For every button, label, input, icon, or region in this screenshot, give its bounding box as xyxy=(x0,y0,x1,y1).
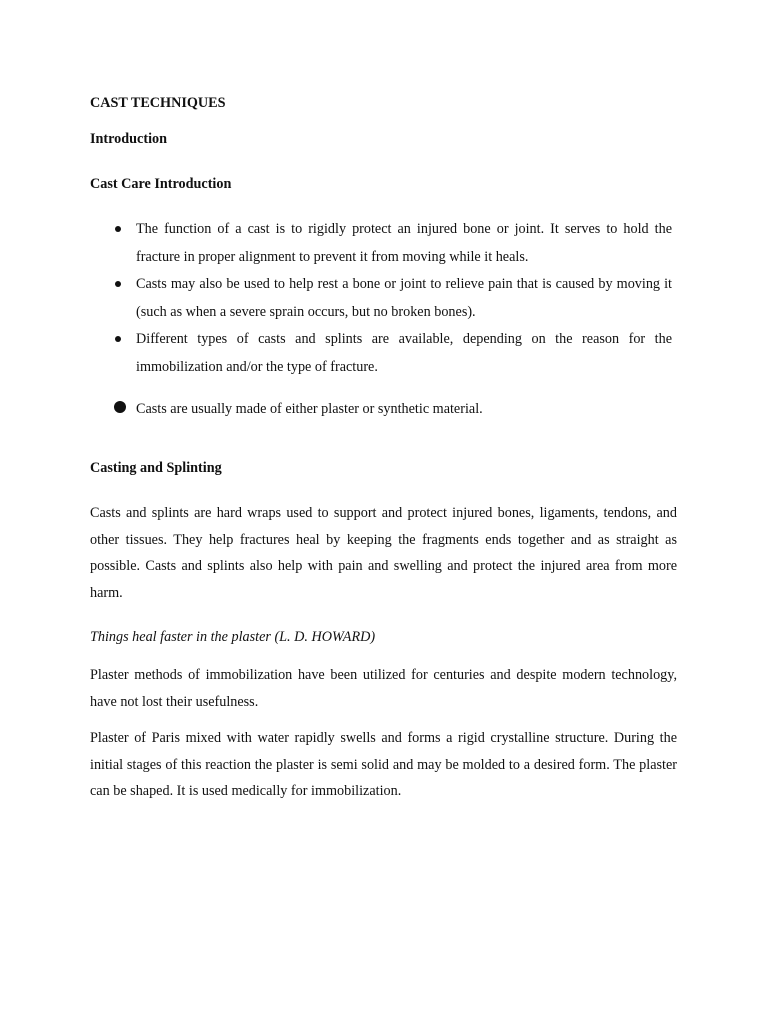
bullet-dot xyxy=(114,401,126,413)
bullet-dot xyxy=(115,336,121,342)
bullet-dot xyxy=(115,226,121,232)
introduction-heading: Introduction xyxy=(90,131,167,147)
plaster-of-paris-paragraph: Plaster of Paris mixed with water rapidly swells and forms a rigid crystalline structure. During the initial stages of this reaction the plaster is semi solid and may be molded to a desired form. The plaster can be shaped. It is used medically for immobilization. xyxy=(90,730,677,800)
bullet-item: Different types of casts and splints are available, depending on the reason for the immobilization and/or the type of fracture. xyxy=(136,331,672,375)
document-title: CAST TECHNIQUES xyxy=(90,95,226,111)
bullet-dot xyxy=(115,281,121,287)
quote-line: Things heal faster in the plaster (L. D. HOWARD) xyxy=(90,629,376,645)
plaster-methods-paragraph: Plaster methods of immobilization have been utilized for centuries and despite modern technology, have not lost their usefulness. xyxy=(90,667,677,710)
bullet-item: Casts may also be used to help rest a bone or joint to relieve pain that is caused by moving it (such as when a severe sprain occurs, but no broken bones). xyxy=(136,276,672,320)
casting-splinting-heading: Casting and Splinting xyxy=(90,460,222,476)
bullet-item: The function of a cast is to rigidly protect an injured bone or joint. It serves to hold the fracture in proper alignment to prevent it from moving while it heals. xyxy=(136,221,672,265)
casting-paragraph: Casts and splints are hard wraps used to support and protect injured bones, ligaments, tendons, and other tissues. They help fractures heal by keeping the fragments ends together and as straight as possible. Casts and splints also help with pain and swelling and protect the injured area from more harm. xyxy=(90,505,677,602)
bullet-item: Casts are usually made of either plaster or synthetic material. xyxy=(136,401,483,417)
cast-care-heading: Cast Care Introduction xyxy=(90,176,232,192)
